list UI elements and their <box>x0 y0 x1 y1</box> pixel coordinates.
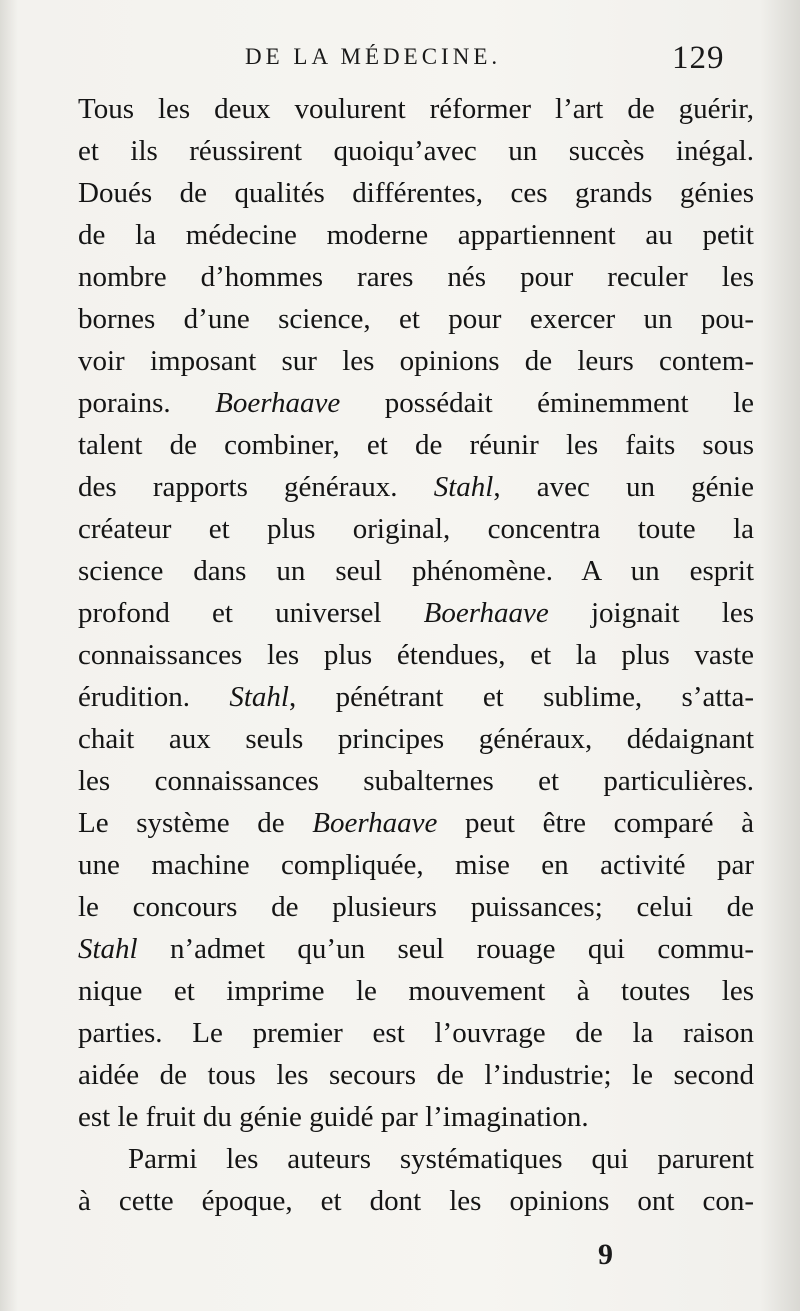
text-line: aidée de tous les secours de l’industrie; le second <box>78 1059 754 1091</box>
text-line: voir imposant sur les opinions de leurs contem- <box>78 345 754 377</box>
text-line: nombre d’hommes rares nés pour reculer les <box>78 261 754 293</box>
text-segment: , pénétrant et sublime, s’atta- <box>288 681 755 713</box>
text-segment: érudition. <box>78 681 230 713</box>
text-line: les connaissances subalternes et particulières. <box>78 765 754 797</box>
text-line <box>78 592 754 634</box>
text-line: bornes d’une science, et pour exercer un pou- <box>78 303 754 335</box>
text-segment: peut être comparé à <box>437 807 755 839</box>
text-line: le concours de plusieurs puissances; celui de <box>78 891 754 923</box>
text-line: Doués de qualités différentes, ces grands génies <box>78 177 754 209</box>
text-line: et ils réussirent quoiqu’avec un succès inégal. <box>78 135 754 167</box>
text-line <box>78 676 754 718</box>
italic-name: Boerhaave <box>423 597 549 629</box>
text-line: chait aux seuls principes généraux, dédaignant <box>78 723 754 755</box>
running-head-title: DE LA MÉDECINE. <box>245 44 502 69</box>
italic-name: Stahl <box>433 471 494 503</box>
text-segment: possédait éminemment le <box>340 387 755 419</box>
text-segment: porains. <box>78 387 216 419</box>
text-line: Parmi les auteurs systématiques qui parurent <box>128 1143 754 1175</box>
text-segment: Le système de <box>78 807 313 839</box>
text-segment: n’admet qu’un seul rouage qui commu- <box>137 933 754 965</box>
text-line: science dans un seul phénomène. A un esprit <box>78 555 754 587</box>
text-line <box>78 466 754 508</box>
text-line: Tous les deux voulurent réformer l’art de guérir, <box>78 93 754 125</box>
text-line: est le fruit du génie guidé par l’imagination. <box>78 1101 589 1133</box>
text-line: talent de combiner, et de réunir les faits sous <box>78 429 754 461</box>
text-segment: des rapports généraux. <box>78 471 434 503</box>
text-line <box>78 802 754 844</box>
text-line: une machine compliquée, mise en activité par <box>78 849 754 881</box>
text-line: de la médecine moderne appartiennent au petit <box>78 219 754 251</box>
text-line: nique et imprime le mouvement à toutes les <box>78 975 754 1007</box>
text-segment: profond et universel <box>78 597 424 629</box>
italic-name: Stahl <box>229 681 289 713</box>
text-line: parties. Le premier est l’ouvrage de la raison <box>78 1017 754 1049</box>
text-line: à cette époque, et dont les opinions ont con- <box>78 1185 754 1217</box>
text-line: connaissances les plus étendues, et la plus vaste <box>78 639 754 671</box>
italic-name: Boerhaave <box>215 387 341 419</box>
italic-name: Boerhaave <box>312 807 438 839</box>
page-number: 129 <box>672 40 725 76</box>
italic-name: Stahl <box>78 933 138 965</box>
signature-mark: 9 <box>598 1238 613 1271</box>
text-line <box>78 382 754 424</box>
text-segment: joignait les <box>548 597 754 629</box>
text-line <box>78 928 754 970</box>
text-segment: , avec un génie <box>493 471 754 503</box>
running-head <box>0 40 800 80</box>
text-line: créateur et plus original, concentra toute la <box>78 513 754 545</box>
